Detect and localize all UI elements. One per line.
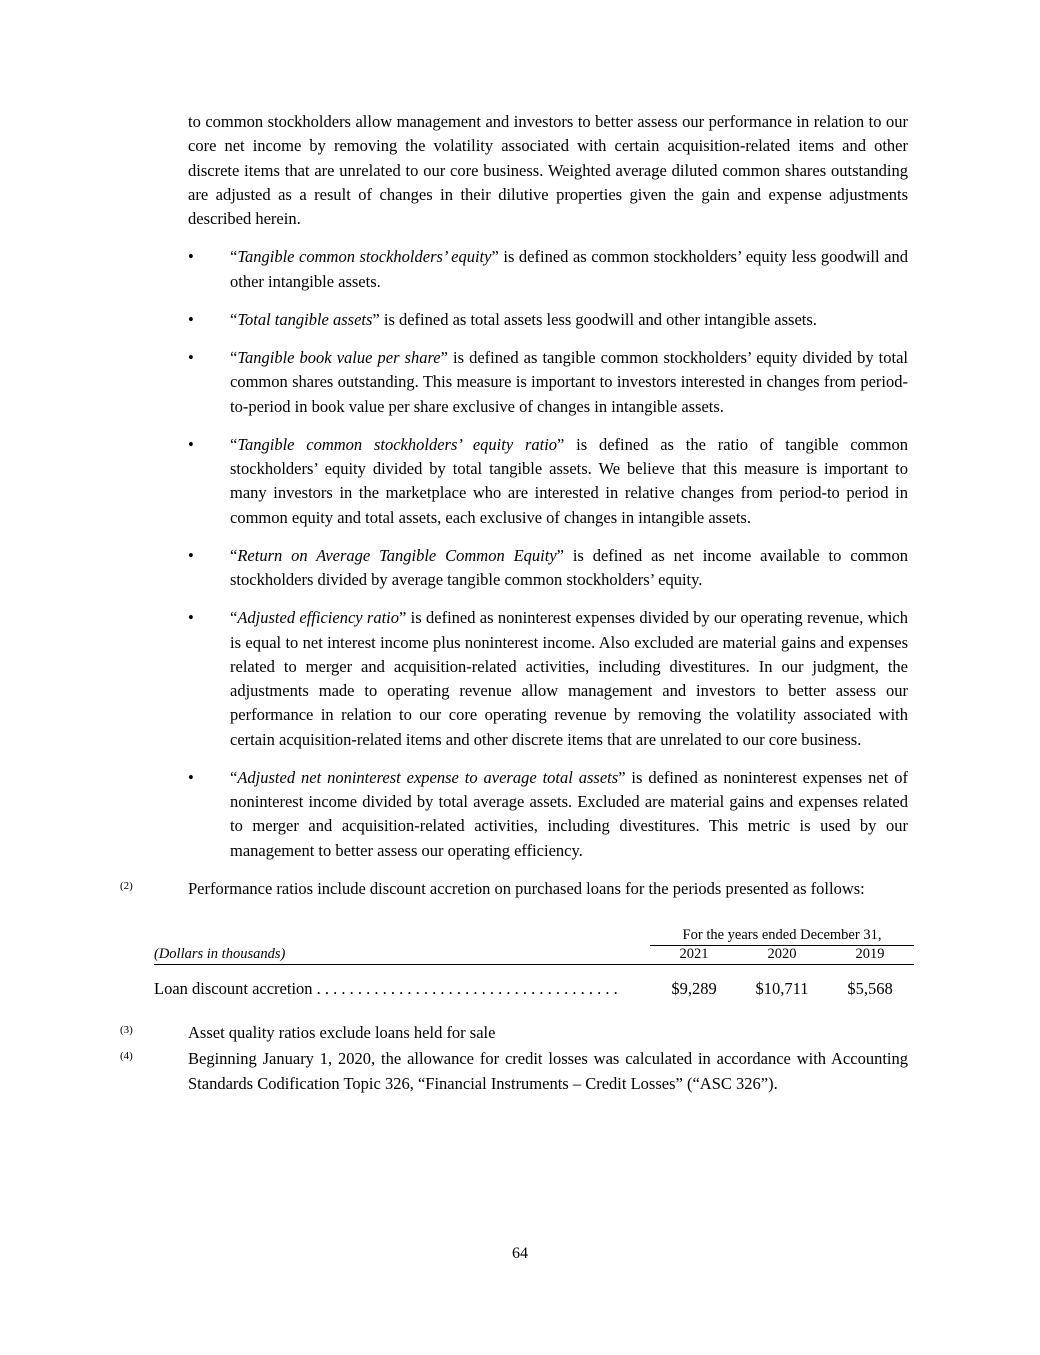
quote-open: “ [230, 608, 238, 628]
defined-term: Return on Average Tangible Common Equity [237, 545, 557, 565]
bullet-icon: • [188, 545, 194, 565]
loan-discount-accretion-table [154, 927, 914, 999]
quote-open: “ [230, 309, 238, 329]
table-row [154, 969, 914, 999]
definition-text: ” is defined as noninterest expenses net of noninterest income divided by total average assets. Excluded are material gains and expenses related to merger and acquisition-related activities, including divestitures. This metric is used by our management to better assess our operating efficiency. [230, 767, 908, 860]
leader-dots: . . . . . . . . . . . . . . . . . . . . . . . . . . . . . . . . . . . . . [312, 979, 618, 998]
footnote-text: Beginning January 1, 2020, the allowance for credit losses was calculated in accordance with Accounting Standards Codification Topic 326, “Financial Instruments – Credit Losses” (“ASC 326”). [188, 1049, 908, 1093]
list-item [120, 544, 920, 593]
cell-2019: $5,568 [847, 979, 893, 998]
bullet-icon: • [188, 247, 194, 267]
list-item [120, 606, 920, 752]
page-number: 64 [512, 1245, 528, 1262]
quote-open: “ [230, 545, 238, 565]
table-header-years-row [154, 946, 914, 965]
defined-term: Adjusted efficiency ratio [237, 608, 400, 628]
list-item [120, 433, 920, 530]
table-header-period-row [154, 927, 914, 946]
defined-term: Total tangible assets [237, 309, 373, 329]
footnote-text: Performance ratios include discount accretion on purchased loans for the periods presented as follows: [188, 878, 865, 898]
bullet-icon: • [188, 434, 194, 454]
definitions-list [120, 245, 920, 863]
defined-term: Tangible common stockholders’ equity ratio [237, 434, 558, 454]
list-item [120, 245, 920, 294]
quote-open: “ [230, 247, 238, 267]
footnote-marker: (4) [120, 1050, 133, 1063]
definition-text: ” is defined as common stockholders’ equity less goodwill and other intangible assets. [230, 247, 908, 291]
defined-term: Tangible common stockholders’ equity [237, 247, 492, 267]
row-label-cell [154, 969, 650, 999]
units-label: (Dollars in thousands) [154, 946, 650, 965]
footnote-4 [120, 1047, 920, 1096]
definition-text: ” is defined as noninterest expenses divided by our operating revenue, which is equal to net interest income plus noninterest income. Also excluded are material gains and expenses related to merger and acquisition-related activities, including divestitures. In our judgment, the adjustments made to operating revenue allow management and investors to better assess our performance in relation to our core operating revenue by removing the volatility associated with certain acquisition-related items and other discrete items that are unrelated to our core business. [230, 608, 908, 749]
definition-text: ” is defined as net income available to common stockholders divided by average tangible common stockholders’ equity. [230, 545, 908, 589]
list-item [120, 766, 920, 863]
column-header-2019: 2019 [826, 946, 914, 965]
loan-discount-accretion-table-wrap [120, 927, 920, 999]
cell-2021: $9,289 [671, 979, 717, 998]
definition-text: ” is defined as tangible common stockholders’ equity divided by total common shares outstanding. This measure is important to investors interested in changes from period-to-period in book value per share exclusive of changes in intangible assets. [230, 348, 908, 416]
quote-open: “ [230, 434, 238, 454]
footnote-2 [120, 877, 920, 901]
footnote-3 [120, 1021, 920, 1045]
definition-text: ” is defined as the ratio of tangible common stockholders’ equity divided by total tangible assets. We believe that this measure is important to many investors in the marketplace who are interested in relative changes from period-to period in common equity and total assets, each exclusive of changes in intangible assets. [230, 434, 908, 527]
list-item [120, 308, 920, 332]
bullet-icon: • [188, 767, 194, 787]
bullet-icon: • [188, 309, 194, 329]
period-header: For the years ended December 31, [650, 927, 914, 946]
column-header-2021: 2021 [650, 946, 738, 965]
column-header-2020: 2020 [738, 946, 826, 965]
intro-paragraph: to common stockholders allow management and investors to better assess our performance in relation to our core net income by removing the volatility associated with certain acquisition-related items and other discrete items that are unrelated to our core business. Weighted average diluted common shares outstanding are adjusted as a result of changes in their dilutive properties given the gain and expense adjustments described herein. [188, 112, 908, 228]
footnote-text: Asset quality ratios exclude loans held for sale [188, 1023, 496, 1042]
definition-text: ” is defined as total assets less goodwill and other intangible assets. [372, 309, 817, 329]
footnote-marker: (2) [120, 879, 133, 892]
bullet-icon: • [188, 608, 194, 628]
list-item [120, 346, 920, 419]
cell-2020: $10,711 [755, 979, 809, 998]
quote-open: “ [230, 348, 238, 367]
footnote-marker: (3) [120, 1024, 133, 1036]
bullet-icon: • [188, 348, 194, 367]
defined-term: Adjusted net noninterest expense to average total assets [237, 767, 619, 787]
quote-open: “ [230, 767, 238, 787]
row-label: Loan discount accretion [154, 979, 313, 998]
defined-term: Tangible book value per share [237, 348, 441, 367]
